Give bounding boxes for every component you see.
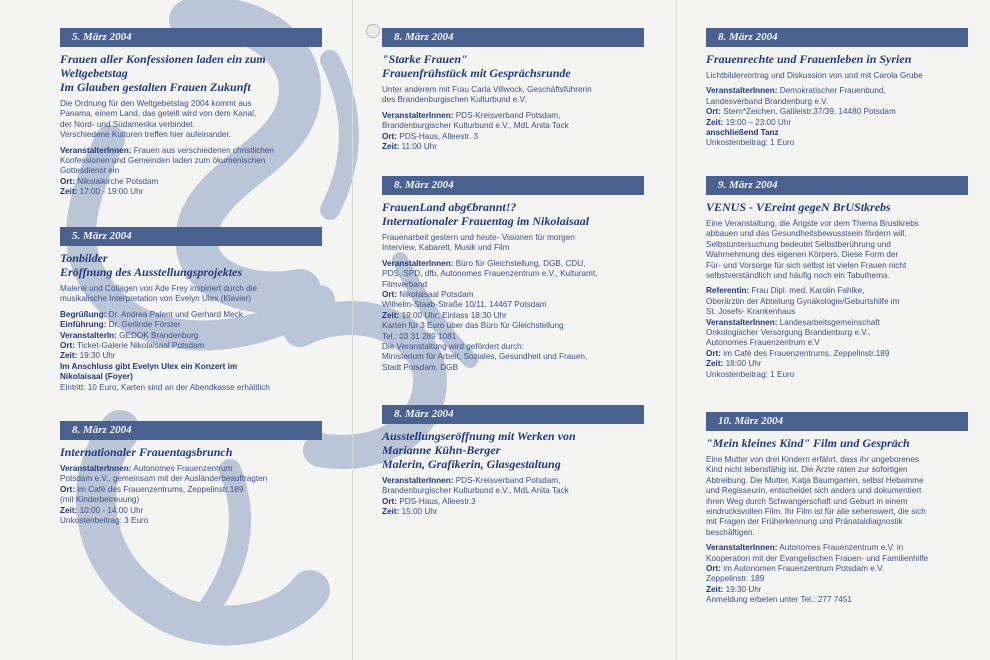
event-title-line: "Mein kleines Kind" Film und Gespräch — [706, 436, 910, 450]
event-line: abbauen und das Gesundheitsbewusstsein fördern will. — [706, 229, 907, 239]
event-line — [382, 290, 644, 300]
event-body — [60, 146, 322, 198]
event-line — [60, 187, 322, 197]
field-value: Ticket-Galerie Nikolaisaal Potsdam — [75, 341, 205, 351]
event-title-line: Frauenrechte und Frauenleben in Syrien — [706, 52, 912, 66]
event-date-bar: 8. März 2004 — [382, 176, 644, 195]
field-value: im Café des Frauenzentrums, Zeppelinstr.189 — [721, 348, 890, 358]
event-line: Oberärztin der Abteilung Gynäkologie/Geburtshilfe im — [706, 296, 900, 306]
event-title-line: Im Glauben gestalten Frauen Zukunft — [60, 80, 251, 94]
field-value: Frau Dipl. med. Karolin Fahlke, — [749, 286, 865, 296]
field-value: 18:00 Uhr — [723, 359, 762, 369]
field-label: Ort: — [706, 564, 722, 574]
event-line: Lichtbildervortrag und Diskussion von und mit Carola Grube — [706, 71, 923, 80]
field-value: 19:30 Uhr — [77, 351, 116, 361]
event-line: Nikolaisaal (Foyer) — [60, 372, 133, 382]
event-title — [60, 251, 322, 279]
event-line: Stadt Potsdam, DGB — [382, 362, 458, 372]
event-body — [382, 233, 644, 254]
field-value: im Autonomen Frauenzentrum Potsdam e.V. — [721, 564, 885, 574]
event-title-line: Frauenfrühstück mit Gesprächsrunde — [382, 66, 571, 80]
event-line: Landesverband Brandenburg e.V. — [706, 96, 829, 106]
field-label: VeranstalterInnen: — [60, 145, 132, 155]
event-line — [60, 310, 322, 320]
event-line: Frauenarbeit gestern und heute- Visionen für morgen — [382, 233, 575, 242]
field-value: Landesarbeitsgemeinschaft — [777, 317, 880, 327]
field-value: 15:00 Uhr — [399, 507, 438, 517]
event-line: St. Josefs- Krankenhaus — [706, 307, 796, 317]
event-line: Malerei und Collagen von Ade Frey inspiriert durch die — [60, 284, 258, 293]
field-value: GEDOK Brandenburg — [116, 330, 199, 340]
event-date-bar: 8. März 2004 — [706, 28, 968, 47]
event-block — [60, 421, 322, 526]
event-line — [382, 311, 644, 321]
event-body — [706, 455, 968, 538]
field-label: VeranstalterInnen: — [706, 317, 778, 327]
event-line: Interview, Kabarett, Musik und Film — [382, 243, 510, 253]
event-title-line: VENUS - VEreint gegeN BrUStkrebs — [706, 200, 891, 214]
field-value: Nikolaisaal Potsdam — [397, 290, 474, 300]
field-label: Ort: — [60, 484, 76, 494]
event-line — [706, 118, 968, 128]
event-title-line: Eröffnung des Ausstellungsprojektes — [60, 265, 243, 279]
event-line: der Nord- und Südamerika verbindet. — [60, 119, 195, 129]
event-title-line: Internationaler Frauentagsbrunch — [60, 445, 233, 459]
event-line: Selbstuntersuchung bedeutet Selbstberührung und — [706, 239, 891, 249]
event-line: Onkologischer Versorgung Brandenburg e.V., — [706, 328, 871, 338]
event-line — [706, 286, 968, 296]
event-line — [382, 142, 644, 152]
event-line: Eine Mutter von drei Kindern erfährt, dass ihr ungeborenes — [706, 455, 919, 464]
event-block — [382, 405, 644, 518]
event-line — [60, 464, 322, 474]
event-line: Eine Veranstaltung, die Ängste vor dem Thema Brustkrebs — [706, 219, 919, 228]
event-line: PDS, SPD, dfb, Autonomes Frauenzentrum e.V., Kulturamt, — [382, 269, 598, 279]
event-date-bar: 5. März 2004 — [60, 227, 322, 246]
event-line: Eintritt: 10 Euro, Karten sind an der Abendkasse erhältlich — [60, 382, 270, 392]
event-line: Anmeldung erbeten unter Tel.: 277 7451 — [706, 595, 852, 605]
event-line — [706, 318, 968, 328]
event-line: des Brandenburgischen Kulturbund e.V. — [382, 95, 527, 105]
event-line — [60, 351, 322, 361]
field-value: PDS-Haus, Alleestr. 3 — [397, 131, 479, 141]
field-label: Ort: — [382, 131, 398, 141]
event-line: anschließend Tanz — [706, 128, 779, 138]
event-line: Filmverband — [382, 279, 428, 289]
event-block — [706, 176, 968, 380]
event-line: Karten für 3 Euro über das Büro für Gleichstellung — [382, 321, 564, 331]
event-line: und Regisseurin, entscheidet sich anders und dokumentiert — [706, 486, 922, 496]
event-line — [382, 507, 644, 517]
field-label: Einführung: — [60, 320, 107, 330]
field-value: 19:00 – 23:00 Uhr — [723, 117, 792, 127]
event-line — [382, 497, 644, 507]
field-value: Stern*Zeichen, Galileistr.37/39, 14480 Potsdam — [721, 107, 896, 117]
punch-hole — [366, 24, 380, 38]
event-line — [706, 564, 968, 574]
event-line — [706, 543, 968, 553]
event-line: Zeppelinstr. 189 — [706, 574, 765, 584]
field-value: 19:00 Uhr; Einlass 18:30 Uhr — [399, 310, 507, 320]
field-label: Zeit: — [382, 142, 400, 152]
field-label: VeranstalterInnen: — [382, 258, 454, 268]
field-value: 10:00 - 14:00 Uhr — [77, 505, 144, 515]
field-value: Büro für Gleichstellung, DGB, CDU, — [453, 258, 586, 268]
event-body — [60, 464, 322, 526]
event-line — [60, 341, 322, 351]
event-line — [706, 107, 968, 117]
event-line: Unter anderem mit Frau Carla Villwock, Geschäftsführerin — [382, 85, 592, 94]
field-label: VeranstalterInnen: — [706, 86, 778, 96]
event-body — [60, 284, 322, 305]
field-value: PDS-Haus, Alleestr.3 — [397, 496, 476, 506]
field-label: VeranstalterInnen: — [382, 110, 454, 120]
event-line — [706, 585, 968, 595]
event-line — [60, 146, 322, 156]
field-label: VeranstalterInnen: — [382, 476, 454, 485]
event-body — [60, 310, 322, 393]
event-line — [382, 132, 644, 142]
event-line: Die Veranstaltung wird gefördert durch: — [382, 342, 524, 352]
event-line: Autonomes Frauenzentrum e.V — [706, 338, 820, 348]
event-body — [706, 71, 968, 81]
event-body — [382, 259, 644, 373]
field-label: Zeit: — [382, 507, 400, 517]
event-line: Verschiedene Kulturen treffen hier aufeinander. — [60, 130, 231, 140]
event-line — [60, 506, 322, 516]
event-body — [382, 111, 644, 153]
event-body — [382, 85, 644, 106]
event-line: Tel.: 03 31 289 1081 — [382, 331, 457, 341]
field-value: Dr. Andrea Palent und Gerhard Meck — [106, 309, 243, 319]
event-date-bar: 10. März 2004 — [706, 412, 968, 431]
event-title-line: Ausstellungseröffnung mit Werken von — [382, 429, 576, 443]
event-line: Unkostenbeitrag: 3 Euro — [60, 516, 149, 526]
field-value: PDS-Kreisverband Potsdam, — [453, 110, 561, 120]
fold-line — [676, 0, 677, 660]
event-body — [706, 86, 968, 148]
event-line: Für- und Vorsorge für sich selbst ist vielen Frauen nicht — [706, 260, 907, 270]
field-value: im Café des Frauenzentrums, Zeppelinstr.189 — [75, 484, 244, 494]
event-title — [706, 200, 968, 214]
field-label: Ort: — [382, 290, 398, 300]
field-label: Zeit: — [706, 117, 724, 127]
field-value: Frauen aus verschiedenen christlichen — [131, 145, 274, 155]
event-body — [382, 476, 644, 518]
event-block — [60, 227, 322, 393]
event-line: Kooperation mit der Evangelischen Frauen- und Familienhilfe — [706, 553, 929, 563]
event-line — [382, 259, 644, 269]
event-block — [60, 28, 322, 198]
field-value: Autonomes Frauenzentrum — [131, 464, 233, 473]
event-line: Konfessionen und Gemeinden laden zum ökumenischen — [60, 156, 266, 166]
field-value: 19:30 Uhr — [723, 584, 762, 594]
event-date-bar: 5. März 2004 — [60, 28, 322, 47]
event-block — [706, 412, 968, 606]
event-line — [706, 86, 968, 96]
event-title — [706, 436, 968, 450]
field-label: Referentin: — [706, 286, 750, 296]
field-label: Ort: — [706, 348, 722, 358]
event-title — [706, 52, 968, 66]
event-line: Wilhelm-Staab-Straße 10/11, 14467 Potsdam — [382, 300, 547, 310]
field-value: Autonomes Frauenzentrum e.V. in — [777, 543, 904, 553]
event-line: Panama, einem Land, das geteilt wird von dem Kanal, — [60, 109, 257, 119]
event-line — [382, 476, 644, 486]
field-label: Ort: — [382, 496, 398, 506]
field-label: Ort: — [60, 176, 76, 186]
event-line: Brandenburgischer Kulturbund e.V., MdL Anita Tack — [382, 486, 569, 496]
event-line: Brandenburgischer Kulturbund e.V., MdL Anita Tack — [382, 121, 569, 131]
field-label: Zeit: — [706, 359, 724, 369]
event-title — [60, 52, 322, 94]
event-title — [60, 445, 322, 459]
event-line: Im Anschluss gibt Evelyn Ulex ein Konzert im — [60, 361, 238, 371]
event-title — [382, 52, 644, 80]
event-title-line: FrauenLand abg€brannt!? — [382, 200, 517, 214]
field-value: 11:00 Uhr — [399, 142, 437, 152]
event-body — [706, 219, 968, 281]
field-label: Ort: — [60, 341, 76, 351]
event-line: Abtreibung. Die Mutter, Katja Baumgarten, selbst Hebamme — [706, 475, 924, 485]
event-line: ihren Weg durch Schwangerschaft und Geburt in einem — [706, 496, 908, 506]
event-line: mit Fragen der Früherkennung und Pränataldiagnostik — [706, 517, 903, 527]
event-line: (mit Kinderbetreuung) — [60, 495, 140, 505]
field-label: VeranstalterIn: — [60, 330, 117, 340]
field-label: Ort: — [706, 107, 722, 117]
event-title-line: Marianne Kühn-Berger — [382, 443, 501, 457]
event-line: Ministerium für Arbeit, Soziales, Gesundheit und Frauen, — [382, 352, 588, 362]
event-body — [706, 286, 968, 380]
event-line: Unkostenbeitrag: 1 Euro — [706, 138, 795, 148]
field-label: VeranstalterInnen: — [60, 464, 132, 473]
event-date-bar: 8. März 2004 — [382, 28, 644, 47]
event-line: beschäftigen. — [706, 527, 755, 537]
fold-line — [352, 0, 353, 660]
event-title — [382, 429, 644, 471]
field-label: Zeit: — [706, 584, 724, 594]
field-label: Zeit: — [60, 505, 78, 515]
field-label: Zeit: — [382, 310, 400, 320]
event-line: Unkostenbeitrag: 1 Euro — [706, 369, 795, 379]
event-date-bar: 8. März 2004 — [382, 405, 644, 424]
event-line: Die Ordnung für den Weltgebetstag 2004 kommt aus — [60, 99, 252, 108]
event-block — [382, 176, 644, 373]
event-title-line: Tonbilder — [60, 251, 108, 265]
event-title-line: Weltgebetstag — [60, 66, 128, 80]
event-title-line: "Starke Frauen" — [382, 52, 468, 66]
event-title-line: Internationaler Frauentag im Nikolaisaal — [382, 214, 590, 228]
event-date-bar: 8. März 2004 — [60, 421, 322, 440]
event-line: musikalische Interpretation von Evelyn Ulex (Klavier) — [60, 294, 252, 304]
event-line — [60, 177, 322, 187]
event-line — [60, 320, 322, 330]
field-label: VeranstalterInnen: — [706, 543, 778, 553]
event-line — [706, 349, 968, 359]
field-value: PDS-Kreisverband Potsdam, — [453, 476, 561, 485]
event-line: Wahrnehmung des eigenen Körpers. Diese Form der — [706, 250, 899, 260]
event-date-bar: 9. März 2004 — [706, 176, 968, 195]
field-value: 17:00 - 19:00 Uhr — [77, 187, 144, 197]
event-line — [60, 485, 322, 495]
field-label: Zeit: — [60, 187, 78, 197]
field-label: Zeit: — [60, 351, 78, 361]
event-line: eindrucksvollen Film. Ihr Film ist für alle sehenswert, die sich — [706, 507, 926, 517]
event-line: Kind nicht lebensfähig ist. Die Ärzte raten zur sofortigen — [706, 465, 908, 475]
event-body — [706, 543, 968, 605]
event-title — [382, 200, 644, 228]
field-value: Demokratischer Frauenbund, — [777, 86, 886, 96]
event-line — [382, 111, 644, 121]
event-title-line: Frauen aller Konfessionen laden ein zum — [60, 52, 266, 66]
event-title-line: Malerin, Grafikerin, Glasgestaltung — [382, 457, 561, 471]
event-line: Gottesdienst ein — [60, 166, 120, 176]
event-body — [60, 99, 322, 141]
event-line — [60, 331, 322, 341]
event-line — [706, 359, 968, 369]
field-value: Nikolaikirche Potsdam — [75, 176, 159, 186]
field-value: Dr. Gerlinde Förster — [106, 320, 181, 330]
event-line: Potsdam e.V., gemeinsam mit der Ausländerbeauftragten — [60, 474, 268, 484]
event-block — [382, 28, 644, 152]
event-line: selbstverständlich und häufig noch ein Tabuthema. — [706, 271, 890, 281]
event-block — [706, 28, 968, 149]
field-label: Begrüßung: — [60, 309, 107, 319]
